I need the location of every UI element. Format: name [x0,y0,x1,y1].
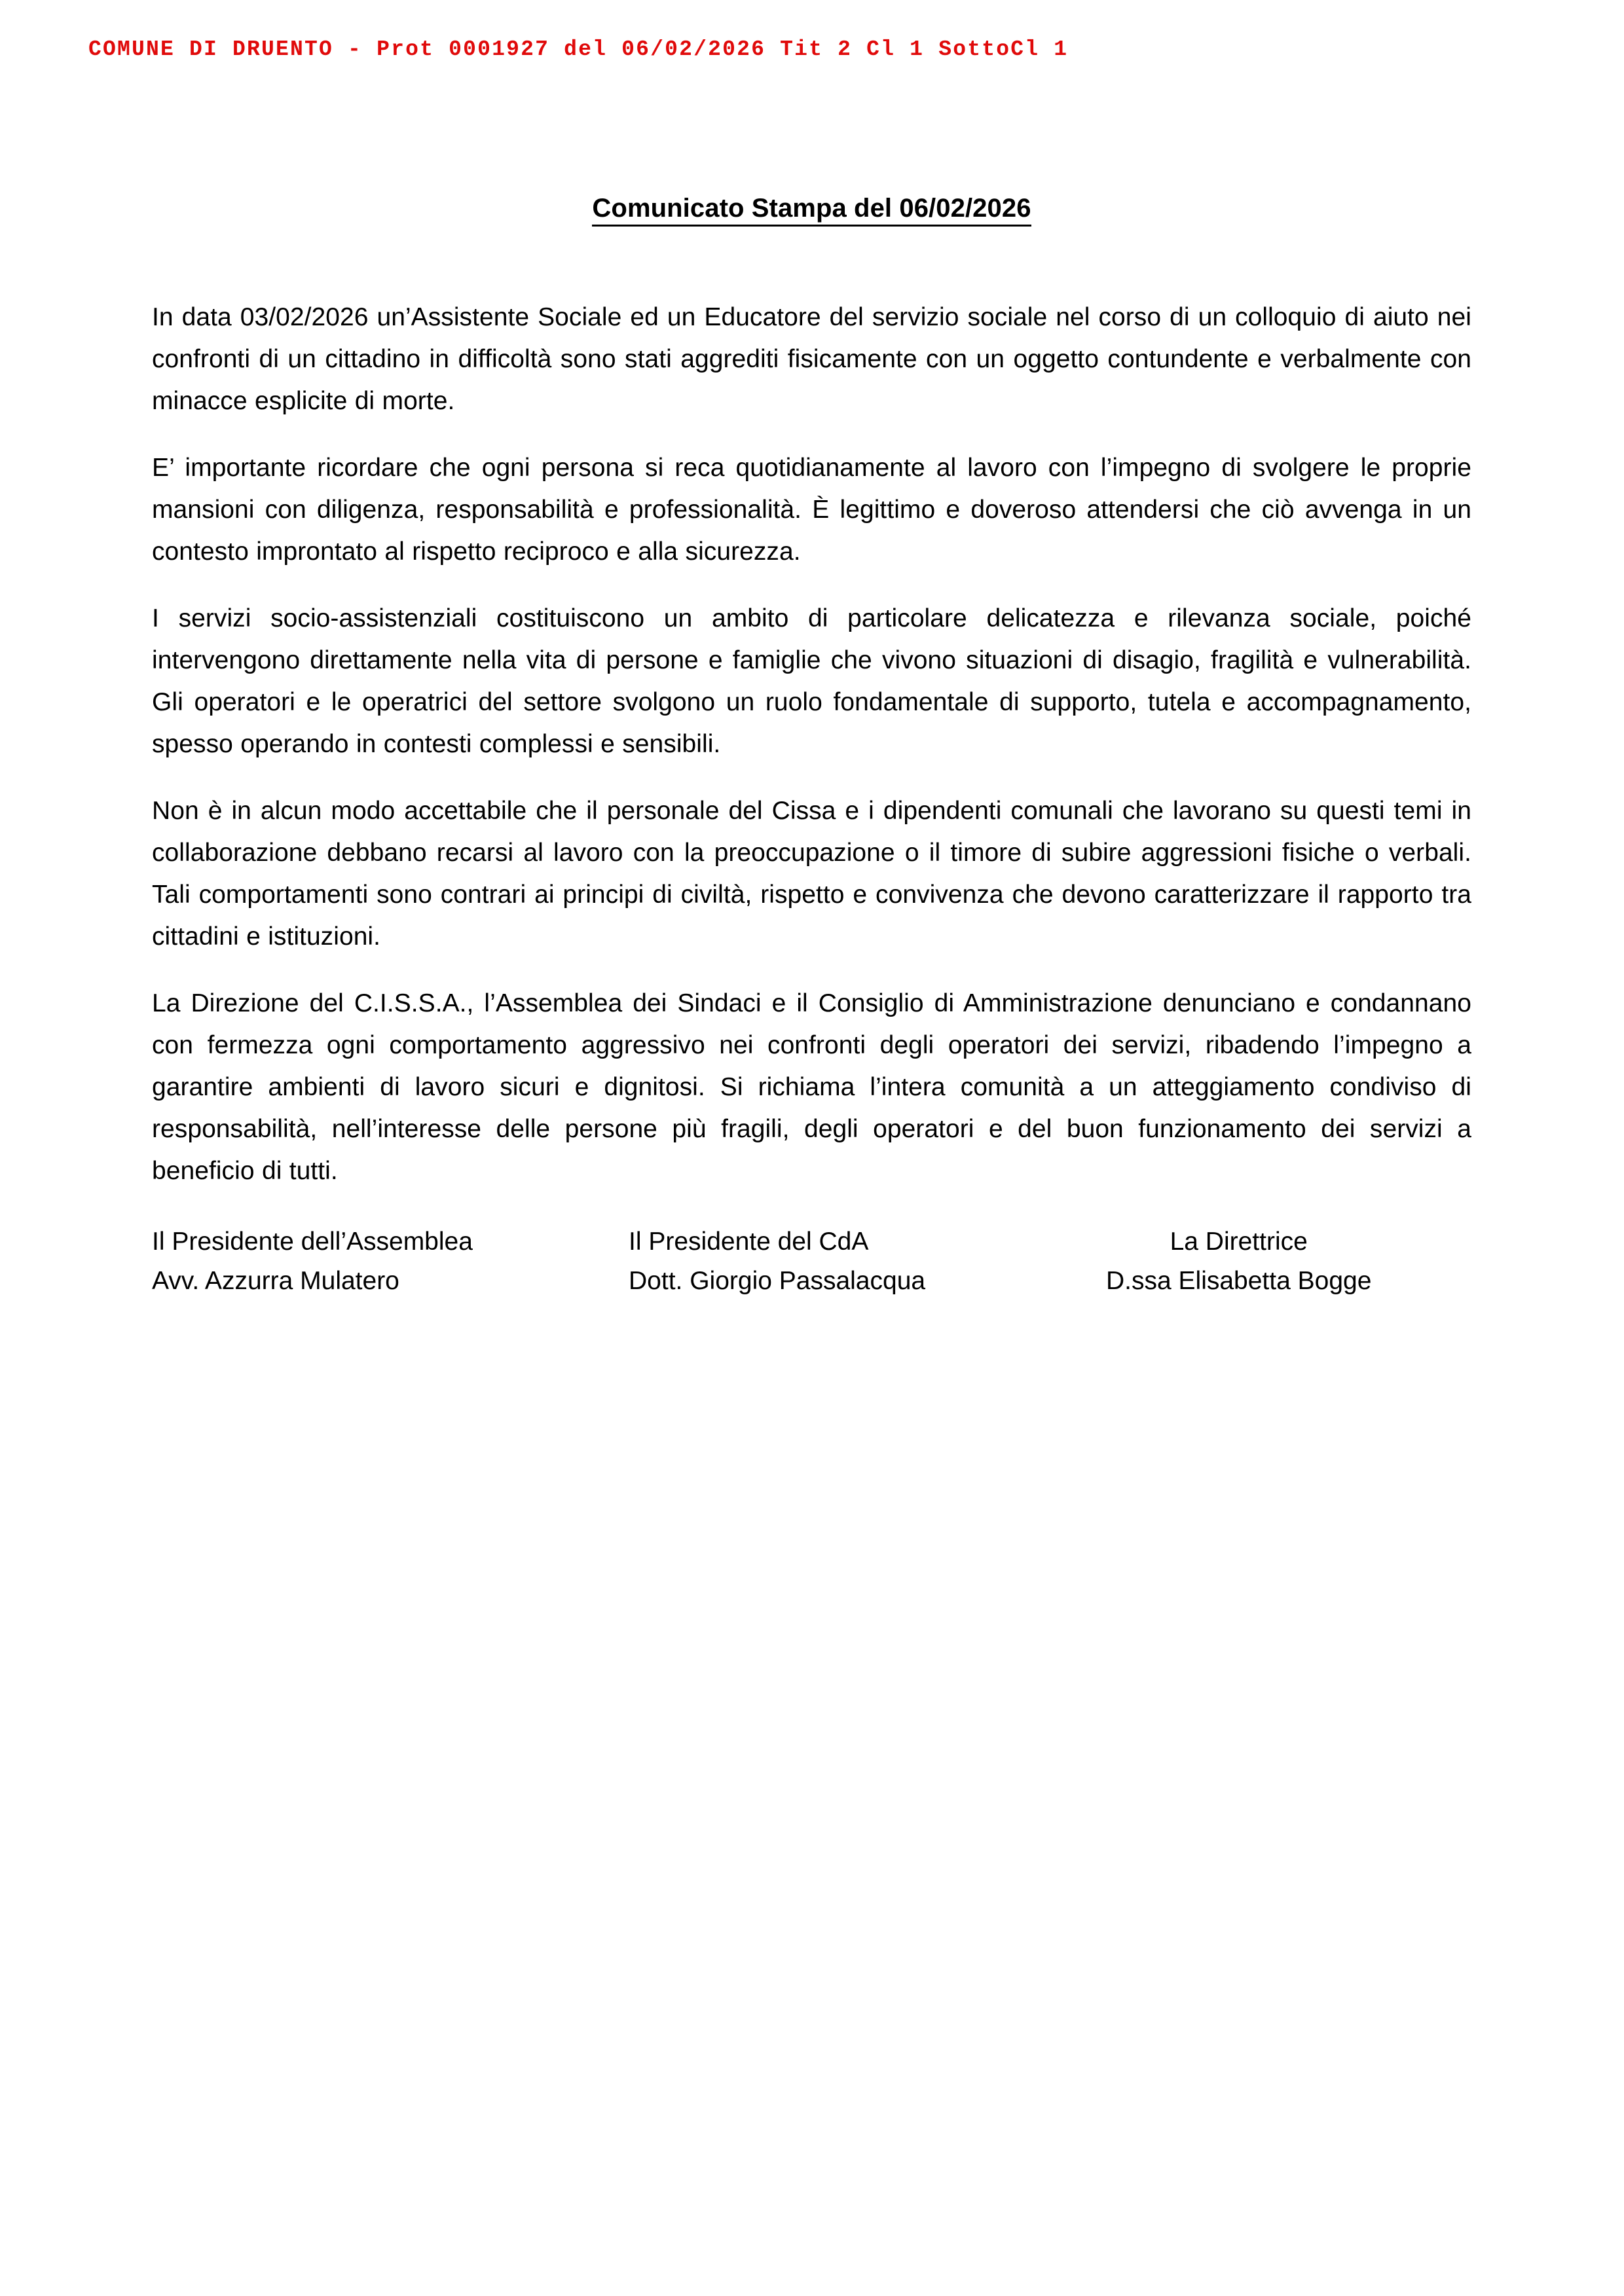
paragraph: La Direzione del C.I.S.S.A., l’Assemblea dei Sindaci e il Consiglio di Amministrazione denunciano e condannano con fermezza ogni comportamento aggressivo nei confronti degli operatori dei servizi, ribadendo l’impegno a garantire ambienti di lavoro sicuri e dignitosi. Si richiama l’intera comunità a un atteggiamento condiviso di responsabilità, nell’interesse delle persone più fragili, degli operatori e del buon funzionamento dei servizi a beneficio di tutti. [152,989,1471,1185]
page-title-text: Comunicato Stampa del 06/02/2026 [592,194,1031,227]
paragraph: E’ importante ricordare che ogni persona si reca quotidianamente al lavoro con l’impegno di svolgere le proprie mansioni con diligenza, responsabilità e professionalità. È legittimo e doveroso attendersi che ciò avvenga in un contesto improntato al rispetto reciproco e alla sicurezza. [152,454,1471,566]
signature-name: D.ssa Elisabetta Bogge [1106,1267,1372,1295]
signature-column-cda-president [629,1222,925,1301]
signature-column-director [1106,1222,1371,1301]
signature-column-assembly-president [152,1222,473,1301]
paragraph: In data 03/02/2026 un’Assistente Sociale ed un Educatore del servizio sociale nel corso di un colloquio di aiuto nei confronti di un cittadino in difficoltà sono stati aggrediti fisicamente con un oggetto contundente e verbalmente con minacce esplicite di morte. [152,303,1471,415]
paragraph: Non è in alcun modo accettabile che il personale del Cissa e i dipendenti comunali che lavorano su questi temi in collaborazione debbano recarsi al lavoro con la preoccupazione o il timore di subire aggressioni fisiche o verbali. Tali comportamenti sono contrari ai principi di civiltà, rispetto e convivenza che devono caratterizzare il rapporto tra cittadini e istituzioni. [152,797,1471,951]
paragraph: I servizi socio-assistenziali costituiscono un ambito di particolare delicatezza e rilevanza sociale, poiché intervengono direttamente nella vita di persone e famiglie che vivono situazioni di disagio, fragilità e vulnerabilità. Gli operatori e le operatrici del settore svolgono un ruolo fondamentale di supporto, tutela e accompagnamento, spesso operando in contesti complessi e sensibili. [152,604,1471,758]
page-title [152,0,1471,223]
signature-role: Il Presidente dell’Assemblea [152,1228,473,1256]
signature-role: Il Presidente del CdA [629,1228,869,1256]
signature-name: Avv. Azzurra Mulatero [152,1267,399,1295]
document-body [152,0,1471,1307]
signature-block [152,1222,1471,1307]
signature-role: La Direttrice [1170,1228,1308,1256]
protocol-stamp: COMUNE DI DRUENTO - Prot 0001927 del 06/02/2026 Tit 2 Cl 1 SottoCl 1 [88,37,1069,62]
paragraph-list [152,297,1471,1192]
signature-name: Dott. Giorgio Passalacqua [629,1267,926,1295]
